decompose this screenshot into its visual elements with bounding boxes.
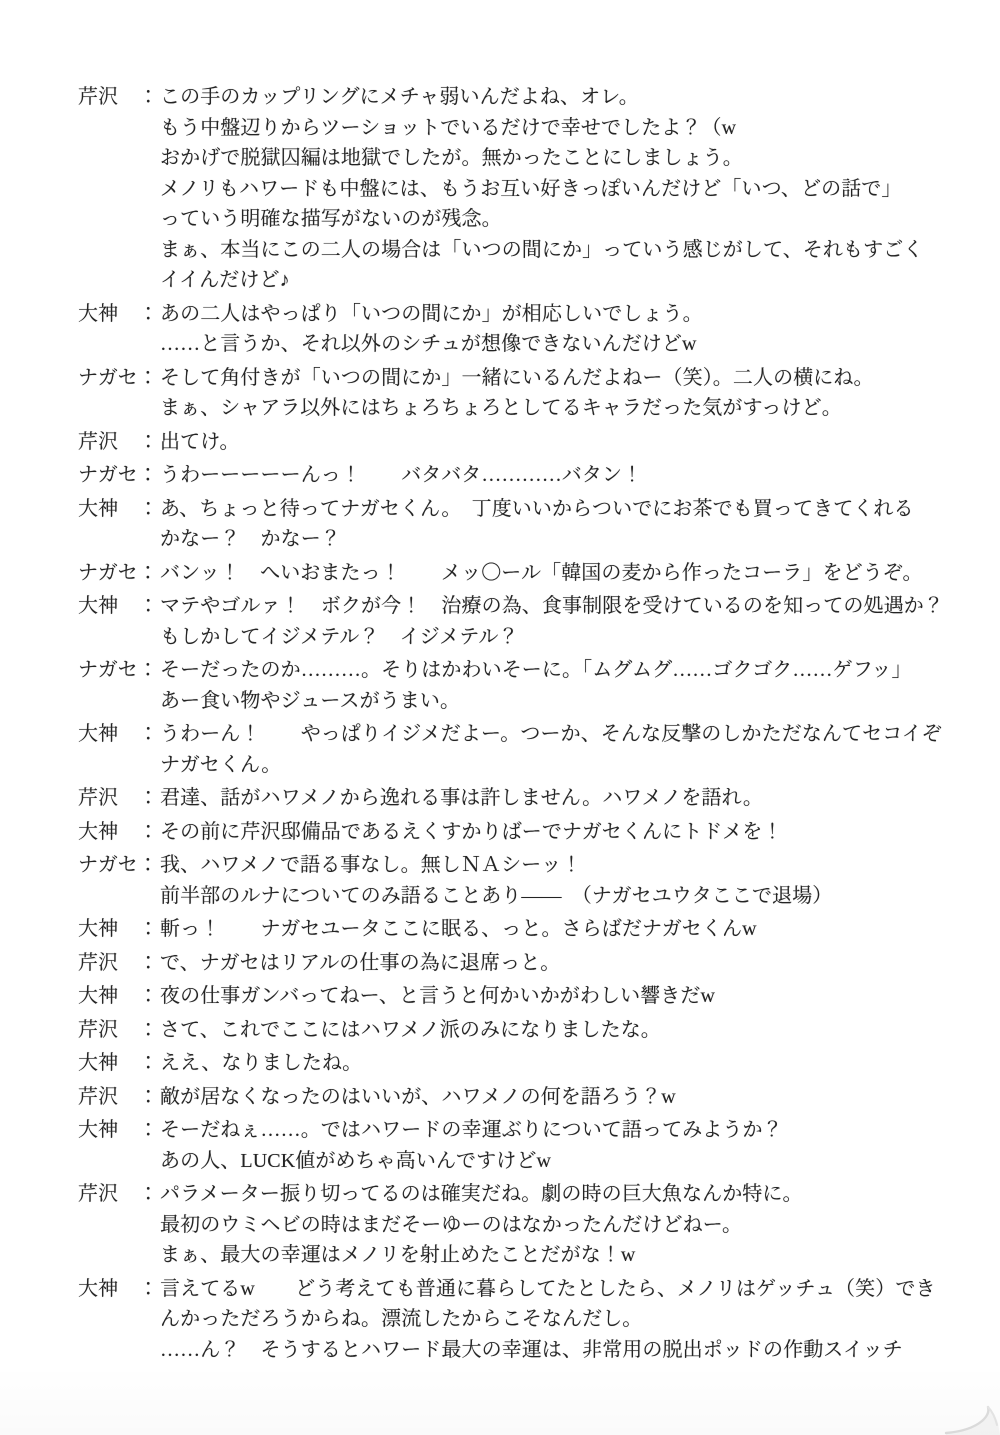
dialogue-line: あの二人はやっぱり「いつの間にか」が相応しいでしょう。 xyxy=(160,302,703,325)
dialogue-turn xyxy=(78,783,950,814)
page-curl-mark xyxy=(928,1383,1000,1435)
dialogue-turn xyxy=(78,850,950,911)
dialogue-turn xyxy=(78,948,950,979)
speaker-label: 芹沢 ： xyxy=(78,951,159,974)
speaker-label: 大神 ： xyxy=(78,595,159,617)
dialogue-line: メノリもハワードも中盤には、もうお互い好きっぽいんだけど「いつ、どの話で」 xyxy=(160,177,902,200)
dialogue-turn xyxy=(78,1179,950,1271)
dialogue-line: ええ、なりましたね。 xyxy=(160,1052,363,1074)
dialogue-line: この手のカップリングにメチャ弱いんだよね、オレ。 xyxy=(160,86,639,108)
dialogue-turn xyxy=(78,1115,950,1176)
speaker-label: 大神 ： xyxy=(78,497,159,520)
dialogue-line: あ、ちょっと待ってナガセくん。 丁度いいからついでにお茶でも買ってきてくれる xyxy=(160,497,914,520)
dialogue-line: で、ナガセはリアルの仕事の為に退席っと。 xyxy=(160,951,561,974)
dialogue-turn xyxy=(78,494,950,555)
dialogue-line: あー食い物やジュースがうまい。 xyxy=(160,689,461,712)
dialogue-turn xyxy=(78,363,950,424)
dialogue-lines xyxy=(160,981,950,1012)
speaker-label: 芹沢 ： xyxy=(78,1018,159,1041)
dialogue-line: そーだったのか………。そりはかわいそーに。「ムグムグ……ゴクゴク……ゲフッ」 xyxy=(160,659,912,681)
dialogue-lines xyxy=(160,1048,950,1079)
dialogue-lines xyxy=(160,1179,950,1271)
speaker-label: 芹沢 ： xyxy=(78,430,159,453)
dialogue-line: ……ん？ そうするとハワード最大の幸運は、非常用の脱出ポッドの作動スイッチ xyxy=(160,1338,903,1361)
dialogue-lines xyxy=(160,558,950,589)
dialogue-line: おかげで脱獄囚編は地獄でしたが。無かったことにしましょう。 xyxy=(160,147,743,169)
dialogue-line: ナガセくん。 xyxy=(160,753,282,776)
dialogue-line: うわーん！ やっぱりイジメだよー。つーか、そんな反撃のしかただなんてセコイぞ xyxy=(160,723,942,745)
dialogue-turn xyxy=(78,558,950,589)
dialogue-turn xyxy=(78,299,950,360)
dialogue-turn xyxy=(78,914,950,945)
dialogue-line: さて、これでここにはハワメノ派のみになりましたな。 xyxy=(160,1018,661,1041)
speaker-label: ナガセ： xyxy=(78,561,158,584)
speaker-label: 大神 ： xyxy=(78,723,159,745)
dialogue-lines xyxy=(160,817,950,848)
speaker-label: 大神 ： xyxy=(78,985,159,1007)
speaker-label: 芹沢 ： xyxy=(78,86,159,108)
speaker-label: 芹沢 ： xyxy=(78,1183,159,1205)
dialogue-line: マテやゴルァ！ ボクが今！ 治療の為、食事制限を受けているのを知っての処遇か？ xyxy=(160,595,944,617)
dialogue-line: うわーーーーーんっ！ バタバタ…………バタン！ xyxy=(160,464,643,486)
dialogue-line: かなー？ かなー？ xyxy=(160,528,341,550)
dialogue-line: まぁ、最大の幸運はメノリを射止めたことだがな！w xyxy=(160,1244,636,1266)
dialogue-turn xyxy=(78,1082,950,1113)
dialogue-line: 斬っ！ ナガセユータここに眠る、っと。さらばだナガセくんw xyxy=(160,918,757,940)
speaker-label: 芹沢 ： xyxy=(78,787,159,809)
dialogue-turn xyxy=(78,591,950,652)
dialogue-line: ……と言うか、それ以外のシチュが想像できないんだけどw xyxy=(160,333,697,355)
speaker-label: 芹沢 ： xyxy=(78,1085,159,1108)
dialogue-line: 我、ハワメノで語る事なし。無しＮＡシーッ！ xyxy=(160,854,582,876)
dialogue-line: バンッ！ へいおまたっ！ メッ〇ール「韓国の麦から作ったコーラ」をどうぞ。 xyxy=(160,561,923,584)
dialogue-lines xyxy=(160,591,950,652)
dialogue-line: イイんだけど♪ xyxy=(160,269,290,291)
dialogue-line: そして角付きが「いつの間にか」一緒にいるんだよねー（笑）。二人の横にね。 xyxy=(160,366,874,389)
dialogue-lines xyxy=(160,299,950,360)
speaker-label: 大神 ： xyxy=(78,1119,159,1141)
dialogue-line: 言えてるw どう考えても普通に暮らしてたとしたら、メノリはゲッチュ（笑）でき xyxy=(160,1277,936,1300)
dialogue-line: そーだねぇ……。ではハワードの幸運ぶりについて語ってみようか？ xyxy=(160,1119,783,1141)
dialogue-lines xyxy=(160,655,950,716)
dialogue-lines xyxy=(160,1082,950,1113)
dialogue-turn xyxy=(78,1274,950,1366)
dialogue-lines xyxy=(160,363,950,424)
dialogue-line: パラメーター振り切ってるのは確実だね。劇の時の巨大魚なんか特に。 xyxy=(160,1183,803,1205)
dialogue-turn xyxy=(78,817,950,848)
dialogue-line: 出てけ。 xyxy=(160,430,240,453)
speaker-label: 大神 ： xyxy=(78,918,159,940)
dialogue-lines xyxy=(160,1115,950,1176)
dialogue-lines xyxy=(160,460,950,491)
dialogue-line: っていう明確な描写がないのが残念。 xyxy=(160,208,502,230)
speaker-label: ナガセ： xyxy=(78,366,158,389)
dialogue-line: あの人、LUCK値がめちゃ高いんですけどw xyxy=(160,1149,551,1172)
dialogue-line: んかっただろうからね。漂流したからこそなんだし。 xyxy=(160,1308,643,1330)
dialogue-lines xyxy=(160,914,950,945)
speaker-label: 大神 ： xyxy=(78,1277,159,1300)
dialogue-line: もう中盤辺りからツーショットでいるだけで幸せでしたよ？（w xyxy=(160,116,737,139)
dialogue-lines xyxy=(160,82,950,296)
speaker-label: 大神 ： xyxy=(78,302,159,325)
dialogue-lines xyxy=(160,494,950,555)
dialogue-line: 夜の仕事ガンバってねー、と言うと何かいかがわしい響きだw xyxy=(160,985,716,1007)
dialogue-lines xyxy=(160,1274,950,1366)
speaker-label: ナガセ： xyxy=(78,659,158,681)
speaker-label: 大神 ： xyxy=(78,1052,159,1074)
speaker-label: ナガセ： xyxy=(78,464,158,486)
dialogue-lines xyxy=(160,850,950,911)
dialogue-transcript xyxy=(78,82,950,1365)
dialogue-turn xyxy=(78,427,950,458)
dialogue-lines xyxy=(160,427,950,458)
dialogue-line: 敵が居なくなったのはいいが、ハワメノの何を語ろう？w xyxy=(160,1085,676,1108)
dialogue-lines xyxy=(160,783,950,814)
dialogue-turn xyxy=(78,1015,950,1046)
dialogue-lines xyxy=(160,948,950,979)
dialogue-line: その前に芹沢邸備品であるえくすかりばーでナガセくんにトドメを！ xyxy=(160,820,783,843)
dialogue-line: 前半部のルナについてのみ語ることあり―― （ナガセユウタここで退場） xyxy=(160,884,833,907)
dialogue-turn xyxy=(78,82,950,296)
dialogue-turn xyxy=(78,981,950,1012)
dialogue-line: まぁ、シャアラ以外にはちょろちょろとしてるキャラだった気がすっけど。 xyxy=(160,397,842,419)
dialogue-line: もしかしてイジメテル？ イジメテル？ xyxy=(160,625,519,648)
dialogue-turn xyxy=(78,655,950,716)
dialogue-lines xyxy=(160,1015,950,1046)
dialogue-line: 君達、話がハワメノから逸れる事は許しません。ハワメノを語れ。 xyxy=(160,787,763,809)
dialogue-turn xyxy=(78,460,950,491)
dialogue-turn xyxy=(78,719,950,780)
dialogue-line: まぁ、本当にこの二人の場合は「いつの間にか」っていう感じがして、それもすごく xyxy=(160,238,924,261)
speaker-label: 大神 ： xyxy=(78,820,159,843)
dialogue-line: 最初のウミヘビの時はまだそーゆーのはなかったんだけどねー。 xyxy=(160,1213,743,1236)
speaker-label: ナガセ： xyxy=(78,854,158,876)
dialogue-turn xyxy=(78,1048,950,1079)
dialogue-lines xyxy=(160,719,950,780)
